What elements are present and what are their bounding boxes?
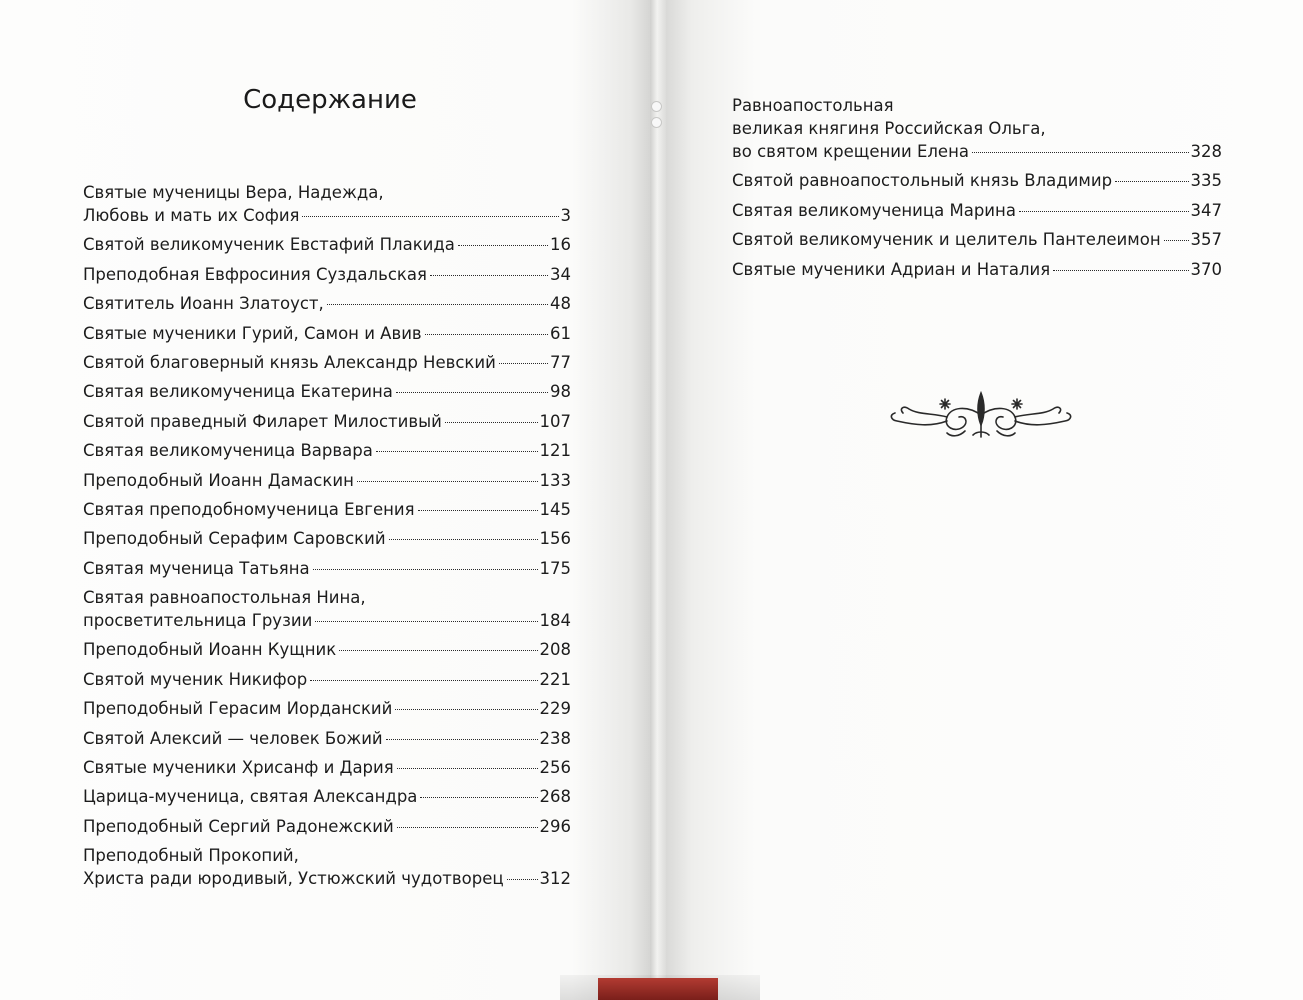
toc-entry-title: Святая преподобномученица Евгения (83, 499, 415, 519)
page-number: 3 (560, 206, 571, 225)
toc-entry-line (83, 727, 571, 750)
toc-entry-title: Святая великомученица Екатерина (83, 382, 393, 402)
toc-entry-title: Равноапостольная (732, 96, 894, 115)
toc-entry-title: Царица-мученица, святая Александра (83, 787, 418, 807)
toc-entry (83, 815, 571, 838)
floral-ornament-icon (885, 385, 1077, 443)
toc-entry-line (732, 169, 1222, 192)
toc-entry-title: Любовь и мать их София (83, 206, 300, 225)
toc-entry-title: великая княгиня Российская Ольга, (732, 119, 1046, 138)
dot-leader (420, 797, 537, 798)
binding-hole (651, 101, 662, 112)
toc-entry-title: Христа ради юродивый, Устюжский чудотворец (83, 869, 504, 889)
page-number: 145 (539, 499, 571, 519)
toc-entry-line (732, 228, 1222, 251)
toc-entry-line (732, 258, 1222, 281)
toc-entry (83, 380, 571, 403)
page-number: 229 (539, 699, 571, 719)
toc-entry-title: Святой Алексий — человек Божий (83, 728, 383, 748)
toc-entry (83, 844, 571, 890)
page-number: 238 (539, 728, 571, 748)
toc-entry (83, 785, 571, 808)
dot-leader (396, 392, 548, 393)
dot-leader (425, 334, 548, 335)
dot-leader (499, 363, 548, 364)
toc-entry-title: Святые мученики Хрисанф и Дария (83, 758, 394, 778)
dot-leader (357, 481, 538, 482)
toc-entry-title: Святая великомученица Варвара (83, 441, 373, 461)
dot-leader (1115, 181, 1188, 182)
dot-leader (315, 621, 537, 622)
toc-entry-line (83, 586, 571, 609)
toc-entry-line (83, 439, 571, 462)
dot-leader (339, 650, 537, 651)
page-number: 48 (550, 294, 571, 314)
toc-entry-title: Святой мученик Никифор (83, 669, 308, 689)
toc-entry-line (83, 668, 571, 691)
dot-leader (376, 451, 538, 452)
toc-entry-title: Святой великомученик и целитель Пантелеимон (732, 230, 1161, 250)
toc-entry (83, 697, 571, 720)
toc-entry (83, 469, 571, 492)
toc-entry-title: Святые мученицы Вера, Надежда, (83, 183, 384, 202)
page-number: 370 (1190, 259, 1222, 279)
toc-entry-line (83, 351, 571, 374)
toc-list-left (83, 181, 571, 897)
page-number: 335 (1190, 171, 1222, 191)
right-page (666, 0, 1303, 1000)
toc-entry (83, 527, 571, 550)
toc-entry (83, 263, 571, 286)
toc-entry-title: Преподобная Евфросиния Суздальская (83, 264, 427, 284)
dot-leader (418, 510, 538, 511)
toc-entry-line (83, 292, 571, 315)
toc-entry-title: во святом крещении Елена (732, 142, 969, 161)
page-number: 184 (539, 611, 571, 631)
toc-entry-title: Преподобный Иоанн Дамаскин (83, 470, 354, 490)
toc-entry-title: Святой благоверный князь Александр Невский (83, 352, 496, 372)
page-number: 77 (550, 352, 571, 372)
page-number: 347 (1190, 200, 1222, 220)
toc-entry (83, 727, 571, 750)
toc-entry (83, 322, 571, 345)
page-number: 107 (539, 411, 571, 431)
toc-entry-line (83, 609, 571, 632)
toc-entry-line (83, 233, 571, 256)
toc-entry (732, 169, 1222, 192)
dot-leader (1019, 211, 1189, 212)
toc-entry-title: Святая великомученица Марина (732, 200, 1016, 220)
dot-leader (313, 569, 538, 570)
toc-list-right (732, 94, 1222, 287)
dot-leader (310, 680, 537, 681)
toc-entry-line (732, 117, 1222, 140)
page-number: 296 (539, 816, 571, 836)
page-number: 357 (1190, 230, 1222, 250)
toc-entry-line (83, 498, 571, 521)
toc-entry-title: Преподобный Серафим Саровский (83, 529, 386, 549)
toc-entry (83, 233, 571, 256)
toc-entry (83, 439, 571, 462)
toc-entry (732, 199, 1222, 222)
toc-entry (83, 498, 571, 521)
dot-leader (445, 422, 538, 423)
toc-entry (732, 228, 1222, 251)
toc-entry-line (83, 263, 571, 286)
toc-entry-line (83, 410, 571, 433)
page-number: 221 (539, 669, 571, 689)
page-number: 328 (1190, 142, 1222, 161)
toc-entry-line (83, 785, 571, 808)
toc-entry (83, 756, 571, 779)
page-number: 175 (539, 558, 571, 578)
page-number: 34 (550, 264, 571, 284)
book-cover-edge (598, 978, 718, 1000)
toc-entry-title: Святая равноапостольная Нина, (83, 588, 366, 608)
page-number: 208 (539, 640, 571, 660)
toc-entry-title: Святые мученики Гурий, Самон и Авив (83, 323, 422, 343)
dot-leader (972, 152, 1189, 153)
toc-entry-line (83, 867, 571, 890)
dot-leader (386, 739, 538, 740)
dot-leader (302, 216, 558, 217)
dot-leader (397, 768, 538, 769)
dot-leader (397, 827, 538, 828)
page-number: 312 (539, 869, 571, 889)
page-number: 98 (550, 382, 571, 402)
toc-entry-title: Святой равноапостольный князь Владимир (732, 171, 1113, 191)
toc-entry-line (83, 204, 571, 227)
toc-entry-title: Преподобный Иоанн Кущник (83, 640, 337, 660)
page-number: 268 (539, 787, 571, 807)
dot-leader (389, 539, 538, 540)
toc-entry-title: Святой великомученик Евстафий Плакида (83, 235, 455, 255)
toc-entry (83, 351, 571, 374)
toc-entry-title: Святой праведный Филарет Милостивый (83, 411, 442, 431)
toc-entry-title: Святые мученики Адриан и Наталия (732, 259, 1051, 279)
dot-leader (395, 709, 537, 710)
page-number: 121 (539, 441, 571, 461)
toc-entry-line (83, 815, 571, 838)
toc-entry-line (83, 557, 571, 580)
binding-hole (651, 117, 662, 128)
dot-leader (430, 275, 548, 276)
toc-entry (83, 668, 571, 691)
toc-entry (732, 258, 1222, 281)
toc-entry-line (83, 527, 571, 550)
toc-entry (83, 586, 571, 632)
page-number: 133 (539, 470, 571, 490)
dot-leader (1164, 240, 1189, 241)
toc-entry-title: Преподобный Прокопий, (83, 846, 299, 866)
toc-entry-line (83, 638, 571, 661)
toc-entry (732, 94, 1222, 163)
toc-entry (83, 410, 571, 433)
toc-entry-title: Преподобный Герасим Иорданский (83, 699, 393, 719)
page-number: 61 (550, 323, 571, 343)
toc-entry-title: Преподобный Сергий Радонежский (83, 816, 394, 836)
toc-entry-line (83, 181, 571, 204)
dot-leader (458, 245, 548, 246)
toc-entry-line (732, 140, 1222, 163)
toc-entry (83, 292, 571, 315)
page-number: 256 (539, 758, 571, 778)
page-number: 16 (550, 235, 571, 255)
toc-entry (83, 557, 571, 580)
toc-entry-line (83, 844, 571, 867)
toc-entry-line (732, 94, 1222, 117)
dot-leader (1053, 270, 1188, 271)
book-gutter (650, 0, 666, 1000)
toc-entry-title: просветительница Грузии (83, 611, 313, 631)
toc-entry (83, 638, 571, 661)
dot-leader (507, 879, 538, 880)
toc-entry (83, 181, 571, 227)
toc-entry-title: Святитель Иоанн Златоуст, (83, 294, 324, 314)
toc-entry-line (732, 199, 1222, 222)
dot-leader (327, 304, 548, 305)
left-page (0, 0, 650, 1000)
toc-entry-line (83, 469, 571, 492)
toc-entry-title: Святая мученица Татьяна (83, 558, 310, 578)
toc-entry-line (83, 380, 571, 403)
page-number: 156 (539, 529, 571, 549)
page-title: Содержание (243, 85, 417, 115)
toc-entry-line (83, 756, 571, 779)
toc-entry-line (83, 697, 571, 720)
toc-entry-line (83, 322, 571, 345)
